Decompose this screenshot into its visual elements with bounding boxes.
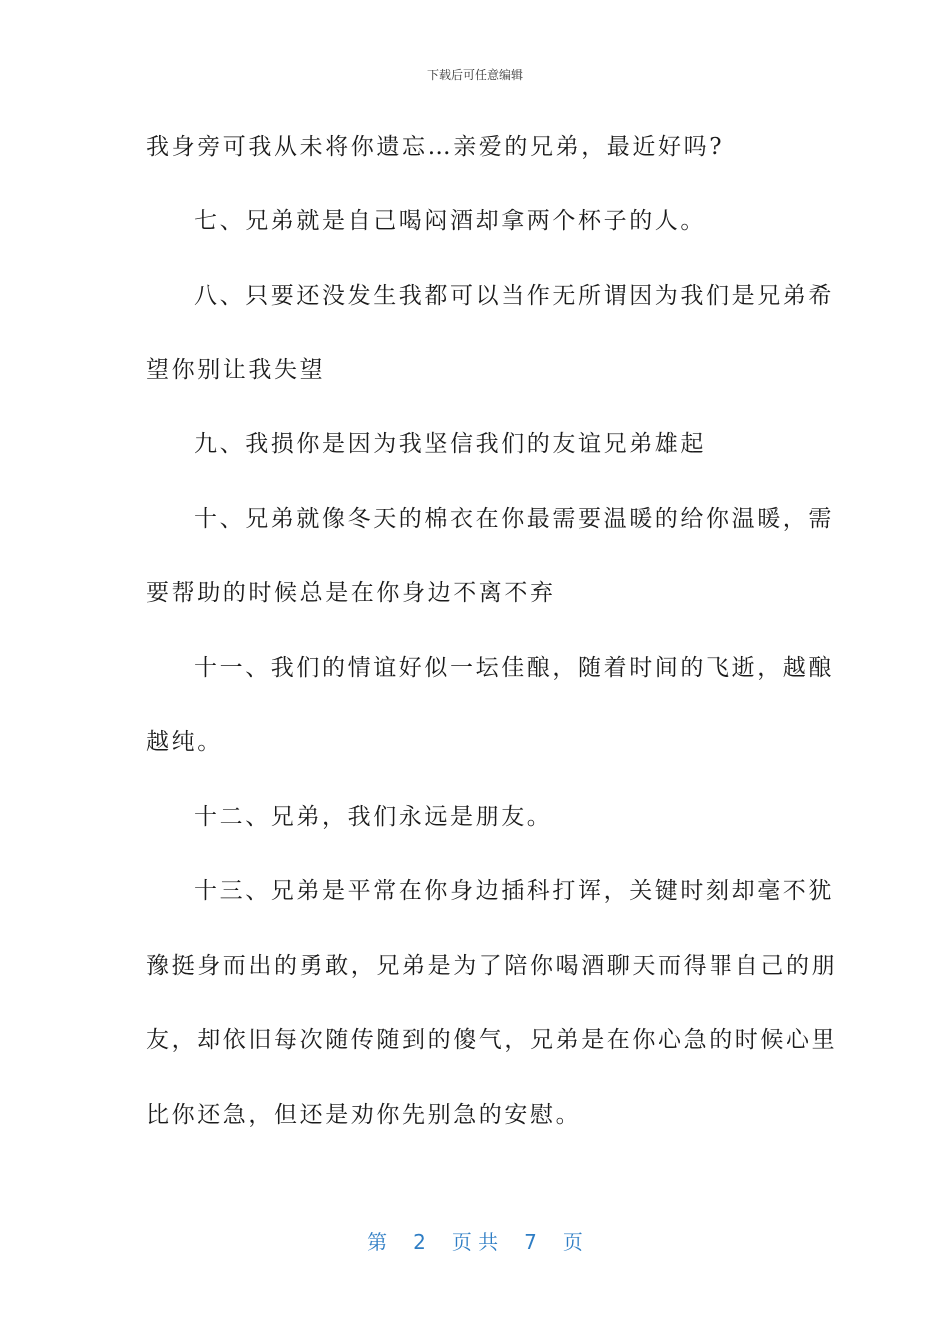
footer-current-page: 2 (413, 1230, 426, 1254)
paragraph-line: 九、我损你是因为我坚信我们的友谊兄弟雄起 (194, 431, 706, 457)
footer-total-pages: 7 (524, 1230, 537, 1254)
paragraph-line: 十一、我们的情谊好似一坛佳酿，随着时间的飞逝，越酿 (194, 655, 834, 681)
paragraph-line: 七、兄弟就是自己喝闷酒却拿两个杯子的人。 (194, 208, 706, 234)
paragraph-line: 十三、兄弟是平常在你身边插科打诨，关键时刻却毫不犹 (194, 878, 834, 904)
paragraph-line: 八、只要还没发生我都可以当作无所谓因为我们是兄弟希 (194, 283, 834, 309)
page-footer (0, 1226, 950, 1255)
footer-prefix: 第 (367, 1230, 388, 1254)
footer-suffix: 页 (562, 1230, 583, 1254)
paragraph-line: 豫挺身而出的勇敢，兄弟是为了陪你喝酒聊天而得罪自己的朋 (146, 953, 838, 979)
paragraph-line: 我身旁可我从未将你遗忘…亲爱的兄弟，最近好吗? (146, 134, 725, 160)
paragraph-line: 望你别让我失望 (146, 357, 326, 383)
page-header: 下载后可任意编辑 (426, 68, 523, 82)
paragraph-line: 比你还急，但还是劝你先别急的安慰。 (146, 1102, 582, 1128)
paragraph-line: 十二、兄弟，我们永远是朋友。 (194, 804, 553, 830)
footer-middle: 页 共 (451, 1230, 499, 1254)
paragraph-line: 十、兄弟就像冬天的棉衣在你最需要温暖的给你温暖，需 (194, 506, 834, 532)
paragraph-line: 要帮助的时候总是在你身边不离不弃 (146, 580, 556, 606)
paragraph-line: 越纯。 (146, 729, 223, 755)
paragraph-line: 友，却依旧每次随传随到的傻气，兄弟是在你心急的时候心里 (146, 1027, 838, 1053)
